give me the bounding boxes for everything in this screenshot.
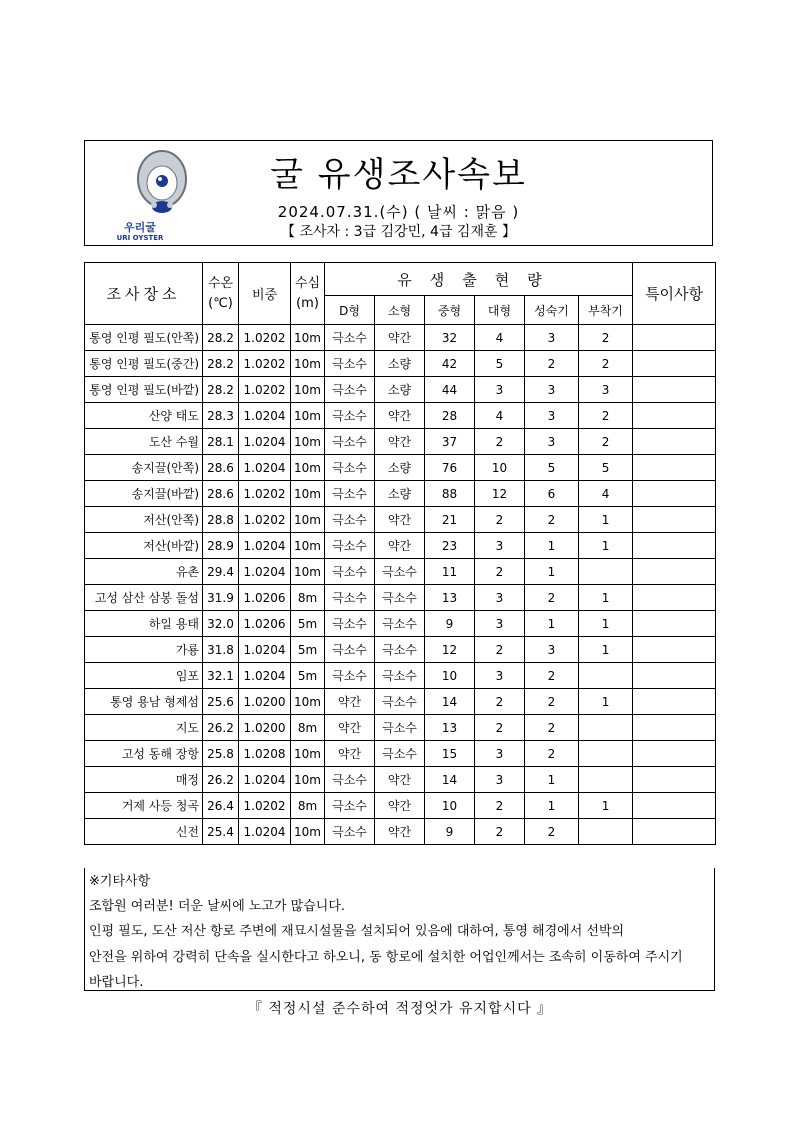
cell-water-temp: 28.6 <box>203 455 239 481</box>
cell-small: 소량 <box>375 351 425 377</box>
cell-attached <box>579 819 633 845</box>
cell-density: 1.0202 <box>239 325 291 351</box>
cell-large: 2 <box>475 715 525 741</box>
cell-location: 고성 동해 장항 <box>85 741 203 767</box>
cell-water-temp: 28.9 <box>203 533 239 559</box>
cell-water-temp: 26.4 <box>203 793 239 819</box>
cell-depth: 5m <box>291 637 325 663</box>
other-notes <box>84 868 715 991</box>
cell-density: 1.0204 <box>239 819 291 845</box>
cell-depth: 10m <box>291 559 325 585</box>
cell-density: 1.0206 <box>239 585 291 611</box>
cell-medium: 15 <box>425 741 475 767</box>
cell-density: 1.0204 <box>239 403 291 429</box>
cell-large: 2 <box>475 559 525 585</box>
cell-mature: 2 <box>525 663 579 689</box>
cell-d-type: 극소수 <box>325 793 375 819</box>
cell-water-temp: 28.6 <box>203 481 239 507</box>
cell-medium: 14 <box>425 689 475 715</box>
cell-attached <box>579 663 633 689</box>
cell-depth: 5m <box>291 611 325 637</box>
cell-large: 2 <box>475 429 525 455</box>
cell-density: 1.0204 <box>239 559 291 585</box>
table-row <box>85 403 716 429</box>
table-row <box>85 793 716 819</box>
header-depth: 수심(m) <box>291 263 325 325</box>
cell-depth: 10m <box>291 741 325 767</box>
cell-mature: 3 <box>525 637 579 663</box>
table-row <box>85 741 716 767</box>
table-row <box>85 533 716 559</box>
cell-medium: 11 <box>425 559 475 585</box>
cell-remarks <box>633 403 716 429</box>
cell-large: 3 <box>475 585 525 611</box>
cell-medium: 44 <box>425 377 475 403</box>
cell-remarks <box>633 585 716 611</box>
cell-medium: 9 <box>425 819 475 845</box>
cell-medium: 9 <box>425 611 475 637</box>
cell-water-temp: 31.9 <box>203 585 239 611</box>
cell-d-type: 극소수 <box>325 585 375 611</box>
cell-water-temp: 26.2 <box>203 767 239 793</box>
cell-location: 송지끌(안쪽) <box>85 455 203 481</box>
cell-location: 산양 태도 <box>85 403 203 429</box>
subheader-small: 소형 <box>375 296 425 325</box>
cell-mature: 2 <box>525 741 579 767</box>
cell-depth: 10m <box>291 507 325 533</box>
table-row <box>85 559 716 585</box>
cell-mature: 2 <box>525 507 579 533</box>
cell-mature: 1 <box>525 611 579 637</box>
cell-attached: 2 <box>579 325 633 351</box>
cell-d-type: 약간 <box>325 715 375 741</box>
table-row <box>85 611 716 637</box>
cell-d-type: 극소수 <box>325 819 375 845</box>
cell-small: 약간 <box>375 403 425 429</box>
cell-depth: 8m <box>291 793 325 819</box>
cell-d-type: 극소수 <box>325 455 375 481</box>
cell-remarks <box>633 481 716 507</box>
header-remarks: 특이사항 <box>633 263 716 325</box>
cell-water-temp: 28.3 <box>203 403 239 429</box>
cell-density: 1.0208 <box>239 741 291 767</box>
cell-attached <box>579 715 633 741</box>
cell-remarks <box>633 507 716 533</box>
cell-depth: 10m <box>291 377 325 403</box>
table-row <box>85 715 716 741</box>
cell-medium: 37 <box>425 429 475 455</box>
cell-depth: 10m <box>291 455 325 481</box>
cell-medium: 42 <box>425 351 475 377</box>
cell-medium: 32 <box>425 325 475 351</box>
cell-remarks <box>633 767 716 793</box>
cell-attached <box>579 559 633 585</box>
header-location: 조사장소 <box>85 263 203 325</box>
cell-medium: 88 <box>425 481 475 507</box>
slogan: 『 적정시설 준수하여 적정엇가 유지합시다 』 <box>247 1001 553 1017</box>
cell-location: 저산(바깥) <box>85 533 203 559</box>
cell-location: 하일 용태 <box>85 611 203 637</box>
cell-remarks <box>633 533 716 559</box>
cell-water-temp: 31.8 <box>203 637 239 663</box>
cell-attached: 2 <box>579 351 633 377</box>
cell-depth: 10m <box>291 325 325 351</box>
cell-location: 신전 <box>85 819 203 845</box>
cell-medium: 76 <box>425 455 475 481</box>
page-title: 굴 유생조사속보 <box>270 155 527 195</box>
cell-depth: 10m <box>291 403 325 429</box>
cell-d-type: 약간 <box>325 741 375 767</box>
header-density: 비중 <box>239 263 291 325</box>
subheader-large: 대형 <box>475 296 525 325</box>
cell-large: 3 <box>475 377 525 403</box>
cell-remarks <box>633 637 716 663</box>
cell-mature: 3 <box>525 377 579 403</box>
cell-attached: 3 <box>579 377 633 403</box>
cell-mature: 2 <box>525 689 579 715</box>
cell-location: 가룡 <box>85 637 203 663</box>
cell-density: 1.0202 <box>239 351 291 377</box>
cell-depth: 10m <box>291 351 325 377</box>
cell-attached: 1 <box>579 585 633 611</box>
cell-remarks <box>633 741 716 767</box>
logo-name: 우리굴 <box>124 221 156 234</box>
logo-sub: URI OYSTER <box>116 234 164 242</box>
cell-remarks <box>633 663 716 689</box>
table-row <box>85 637 716 663</box>
cell-mature: 3 <box>525 325 579 351</box>
cell-d-type: 극소수 <box>325 481 375 507</box>
table-row <box>85 325 716 351</box>
cell-depth: 10m <box>291 689 325 715</box>
header-larvae-growth: 유생출현량 <box>325 263 633 296</box>
cell-medium: 14 <box>425 767 475 793</box>
cell-density: 1.0204 <box>239 637 291 663</box>
notes-line-3: 안전을 위하여 강력히 단속을 실시한다고 하오니, 동 항로에 설치한 어업인께서는 조속히 이동하여 주시기 <box>89 950 683 965</box>
cell-d-type: 극소수 <box>325 663 375 689</box>
cell-small: 극소수 <box>375 559 425 585</box>
cell-d-type: 극소수 <box>325 507 375 533</box>
cell-location: 통영 인평 필도(안쪽) <box>85 325 203 351</box>
table-row <box>85 455 716 481</box>
subheader-medium: 중형 <box>425 296 475 325</box>
cell-large: 5 <box>475 351 525 377</box>
cell-mature: 1 <box>525 767 579 793</box>
cell-location: 지도 <box>85 715 203 741</box>
table-row <box>85 767 716 793</box>
cell-location: 송지끌(바깥) <box>85 481 203 507</box>
cell-location: 유촌 <box>85 559 203 585</box>
cell-density: 1.0206 <box>239 611 291 637</box>
cell-remarks <box>633 429 716 455</box>
report-header <box>84 140 713 246</box>
cell-d-type: 약간 <box>325 689 375 715</box>
cell-depth: 10m <box>291 429 325 455</box>
cell-small: 약간 <box>375 507 425 533</box>
cell-medium: 13 <box>425 715 475 741</box>
cell-density: 1.0200 <box>239 715 291 741</box>
cell-small: 극소수 <box>375 715 425 741</box>
cell-large: 3 <box>475 741 525 767</box>
subheader-attached: 부착기 <box>579 296 633 325</box>
cell-density: 1.0204 <box>239 663 291 689</box>
notes-heading: ※기타사항 <box>89 874 151 889</box>
cell-mature: 2 <box>525 351 579 377</box>
cell-large: 2 <box>475 507 525 533</box>
cell-depth: 5m <box>291 663 325 689</box>
subheader-d: D형 <box>325 296 375 325</box>
cell-water-temp: 32.0 <box>203 611 239 637</box>
cell-medium: 10 <box>425 663 475 689</box>
cell-small: 극소수 <box>375 611 425 637</box>
cell-water-temp: 28.2 <box>203 377 239 403</box>
notes-line-1: 조합원 여러분! 더운 날씨에 노고가 많습니다. <box>89 899 346 914</box>
cell-medium: 13 <box>425 585 475 611</box>
cell-attached: 1 <box>579 637 633 663</box>
cell-small: 약간 <box>375 819 425 845</box>
cell-mature: 3 <box>525 429 579 455</box>
cell-attached: 1 <box>579 793 633 819</box>
cell-location: 저산(안쪽) <box>85 507 203 533</box>
table-row <box>85 585 716 611</box>
cell-large: 10 <box>475 455 525 481</box>
date-weather: 2024.07.31.(수) ( 날씨 : 맑음 ) <box>277 203 520 221</box>
cell-small: 약간 <box>375 767 425 793</box>
cell-small: 소량 <box>375 377 425 403</box>
header-temp: 수온(℃) <box>203 263 239 325</box>
cell-d-type: 극소수 <box>325 325 375 351</box>
table-row <box>85 507 716 533</box>
cell-water-temp: 25.6 <box>203 689 239 715</box>
cell-small: 극소수 <box>375 689 425 715</box>
table-row <box>85 377 716 403</box>
cell-attached <box>579 741 633 767</box>
cell-remarks <box>633 715 716 741</box>
cell-location: 도산 수월 <box>85 429 203 455</box>
table-row <box>85 663 716 689</box>
cell-location: 통영 인평 필도(중간) <box>85 351 203 377</box>
cell-large: 2 <box>475 689 525 715</box>
cell-d-type: 극소수 <box>325 403 375 429</box>
cell-mature: 1 <box>525 533 579 559</box>
cell-water-temp: 28.2 <box>203 325 239 351</box>
cell-water-temp: 25.4 <box>203 819 239 845</box>
cell-attached: 4 <box>579 481 633 507</box>
cell-remarks <box>633 377 716 403</box>
cell-mature: 2 <box>525 819 579 845</box>
cell-d-type: 극소수 <box>325 611 375 637</box>
cell-d-type: 극소수 <box>325 767 375 793</box>
cell-density: 1.0200 <box>239 689 291 715</box>
cell-large: 2 <box>475 819 525 845</box>
cell-water-temp: 28.2 <box>203 351 239 377</box>
cell-depth: 10m <box>291 819 325 845</box>
cell-medium: 28 <box>425 403 475 429</box>
cell-remarks <box>633 793 716 819</box>
cell-small: 약간 <box>375 533 425 559</box>
cell-small: 극소수 <box>375 663 425 689</box>
cell-large: 3 <box>475 767 525 793</box>
cell-location: 거제 사등 청곡 <box>85 793 203 819</box>
cell-density: 1.0202 <box>239 507 291 533</box>
cell-density: 1.0202 <box>239 793 291 819</box>
cell-large: 3 <box>475 611 525 637</box>
cell-water-temp: 28.1 <box>203 429 239 455</box>
notes-line-2: 인평 필도, 도산 저산 항로 주변에 재묘시설물을 설치되어 있음에 대하여, 통영 해경에서 선박의 <box>89 924 625 939</box>
cell-remarks <box>633 325 716 351</box>
table-row <box>85 689 716 715</box>
cell-small: 소량 <box>375 455 425 481</box>
cell-large: 3 <box>475 533 525 559</box>
table-row <box>85 481 716 507</box>
cell-location: 고성 삼산 삼봉 돌섬 <box>85 585 203 611</box>
cell-location: 임포 <box>85 663 203 689</box>
cell-mature: 1 <box>525 793 579 819</box>
cell-attached: 1 <box>579 533 633 559</box>
larvae-survey-table <box>84 262 716 845</box>
cell-depth: 8m <box>291 715 325 741</box>
cell-density: 1.0202 <box>239 481 291 507</box>
cell-location: 통영 용남 형제섬 <box>85 689 203 715</box>
cell-d-type: 극소수 <box>325 533 375 559</box>
cell-attached: 1 <box>579 611 633 637</box>
cell-depth: 10m <box>291 533 325 559</box>
cell-medium: 10 <box>425 793 475 819</box>
cell-small: 극소수 <box>375 637 425 663</box>
cell-large: 4 <box>475 403 525 429</box>
cell-small: 소량 <box>375 481 425 507</box>
cell-remarks <box>633 689 716 715</box>
cell-d-type: 극소수 <box>325 559 375 585</box>
cell-medium: 12 <box>425 637 475 663</box>
cell-d-type: 극소수 <box>325 377 375 403</box>
cell-water-temp: 25.8 <box>203 741 239 767</box>
cell-density: 1.0202 <box>239 377 291 403</box>
cell-mature: 2 <box>525 715 579 741</box>
cell-depth: 10m <box>291 481 325 507</box>
cell-location: 매정 <box>85 767 203 793</box>
cell-remarks <box>633 455 716 481</box>
cell-mature: 6 <box>525 481 579 507</box>
cell-large: 12 <box>475 481 525 507</box>
cell-d-type: 극소수 <box>325 637 375 663</box>
cell-location: 통영 인평 필도(바깥) <box>85 377 203 403</box>
cell-attached: 2 <box>579 403 633 429</box>
cell-mature: 5 <box>525 455 579 481</box>
cell-attached: 1 <box>579 507 633 533</box>
table-row <box>85 429 716 455</box>
cell-attached: 1 <box>579 689 633 715</box>
cell-water-temp: 29.4 <box>203 559 239 585</box>
cell-water-temp: 32.1 <box>203 663 239 689</box>
cell-remarks <box>633 559 716 585</box>
table-row <box>85 819 716 845</box>
cell-density: 1.0204 <box>239 455 291 481</box>
cell-small: 약간 <box>375 793 425 819</box>
cell-attached <box>579 767 633 793</box>
cell-attached: 5 <box>579 455 633 481</box>
cell-small: 극소수 <box>375 585 425 611</box>
cell-density: 1.0204 <box>239 767 291 793</box>
subheader-mature: 성숙기 <box>525 296 579 325</box>
cell-mature: 2 <box>525 585 579 611</box>
cell-remarks <box>633 819 716 845</box>
cell-remarks <box>633 611 716 637</box>
cell-small: 약간 <box>375 429 425 455</box>
notes-line-4: 바랍니다. <box>89 975 144 990</box>
cell-mature: 3 <box>525 403 579 429</box>
cell-d-type: 극소수 <box>325 351 375 377</box>
investigators: 【 조사자 : 3급 김강민, 4급 김재훈 】 <box>281 224 516 240</box>
cell-remarks <box>633 351 716 377</box>
cell-mature: 1 <box>525 559 579 585</box>
cell-depth: 8m <box>291 585 325 611</box>
cell-depth: 10m <box>291 767 325 793</box>
table-row <box>85 351 716 377</box>
cell-large: 2 <box>475 793 525 819</box>
cell-small: 약간 <box>375 325 425 351</box>
cell-density: 1.0204 <box>239 533 291 559</box>
cell-density: 1.0204 <box>239 429 291 455</box>
cell-water-temp: 26.2 <box>203 715 239 741</box>
cell-medium: 23 <box>425 533 475 559</box>
cell-d-type: 극소수 <box>325 429 375 455</box>
cell-large: 3 <box>475 663 525 689</box>
cell-small: 극소수 <box>375 741 425 767</box>
cell-medium: 21 <box>425 507 475 533</box>
cell-attached: 2 <box>579 429 633 455</box>
cell-large: 4 <box>475 325 525 351</box>
cell-water-temp: 28.8 <box>203 507 239 533</box>
cell-large: 2 <box>475 637 525 663</box>
